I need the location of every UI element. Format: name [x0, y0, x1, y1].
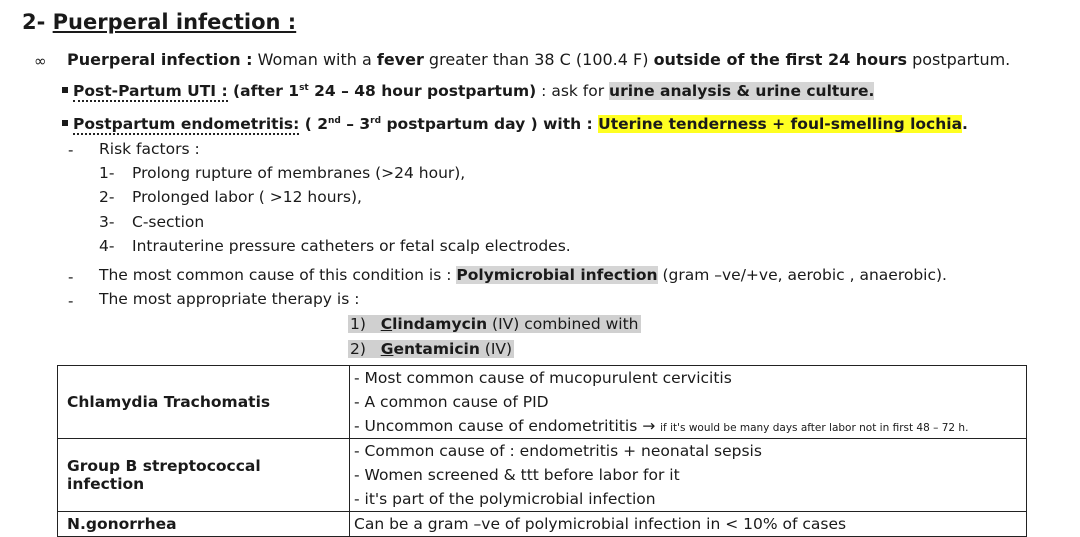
organism-notes: - Common cause of : endometritis + neonatal sepsis - Women screened & ttt before labor for it - it's part of the polymicrobial infection	[350, 439, 1027, 512]
intro-outside: outside of the first 24 hours	[653, 50, 907, 69]
cause-dash: -	[68, 268, 74, 286]
therapy-drug-2: 2) Gentamicin (IV)	[350, 340, 513, 358]
risk-item-3: C-section	[132, 213, 205, 231]
square-bullet-icon	[62, 87, 68, 93]
intro-line: Puerperal infection : Woman with a fever greater than 38 C (100.4 F) outside of the first 24 hours postpartum.	[67, 50, 1011, 69]
cause-highlight: Polymicrobial infection	[456, 266, 658, 284]
risk-num-2: 2-	[99, 188, 115, 206]
risk-num-3: 3-	[99, 213, 115, 231]
table-row	[58, 512, 1027, 537]
cause-line: The most common cause of this condition is : Polymicrobial infection (gram –ve/+ve, aerobic , anaerobic).	[99, 266, 947, 284]
uti-label: Post-Partum UTI :	[73, 82, 228, 100]
endometritis-line: Postpartum endometritis: ( 2nd – 3rd postpartum day ) with : Uterine tenderness + foul-smelling lochia.	[62, 115, 968, 133]
risk-item-4: Intrauterine pressure catheters or fetal scalp electrodes.	[132, 237, 571, 255]
therapy-label: The most appropriate therapy is :	[99, 290, 360, 308]
arrow-right-icon: →	[637, 417, 661, 435]
endometritis-highlight: Uterine tenderness + foul-smelling lochia	[598, 115, 963, 133]
therapy-drug-1: 1) Clindamycin (IV) combined with	[350, 315, 639, 333]
square-bullet-icon	[62, 120, 68, 126]
intro-label: Puerperal infection :	[67, 50, 253, 69]
risk-num-4: 4-	[99, 237, 115, 255]
uti-highlight: urine analysis & urine culture.	[609, 82, 875, 100]
endometritis-label: Postpartum endometritis:	[73, 115, 300, 133]
organism-name: Group B streptococcal infection	[58, 439, 350, 512]
risk-label: Risk factors :	[99, 140, 200, 158]
organism-name: N.gonorrhea	[58, 512, 350, 537]
table-row	[58, 366, 1027, 439]
intro-fever: fever	[376, 50, 424, 69]
organism-notes: Can be a gram –ve of polymicrobial infection in < 10% of cases	[350, 512, 1027, 537]
title-prefix: 2-	[22, 10, 53, 34]
infinity-bullet-icon: ∞	[34, 52, 47, 70]
table-row	[58, 439, 1027, 512]
risk-num-1: 1-	[99, 164, 115, 182]
title-text: Puerperal infection :	[52, 10, 297, 34]
organism-notes: - Most common cause of mucopurulent cervicitis - A common cause of PID - Uncommon cause of endometrititis → if it's would be many days after labor not in first 48 – 72 h.	[350, 366, 1027, 439]
page-title	[22, 10, 296, 34]
organism-name: Chlamydia Trachomatis	[58, 366, 350, 439]
uti-line: Post-Partum UTI : (after 1st 24 – 48 hour postpartum) : ask for urine analysis & urine culture.	[62, 82, 874, 100]
risk-dash: -	[68, 141, 74, 159]
organism-table	[57, 365, 1027, 537]
risk-item-1: Prolong rupture of membranes (>24 hour),	[132, 164, 466, 182]
risk-item-2: Prolonged labor ( >12 hours),	[132, 188, 362, 206]
therapy-dash: -	[68, 292, 74, 310]
note-text: if it's would be many days after labor not in first 48 – 72 h.	[660, 422, 969, 434]
